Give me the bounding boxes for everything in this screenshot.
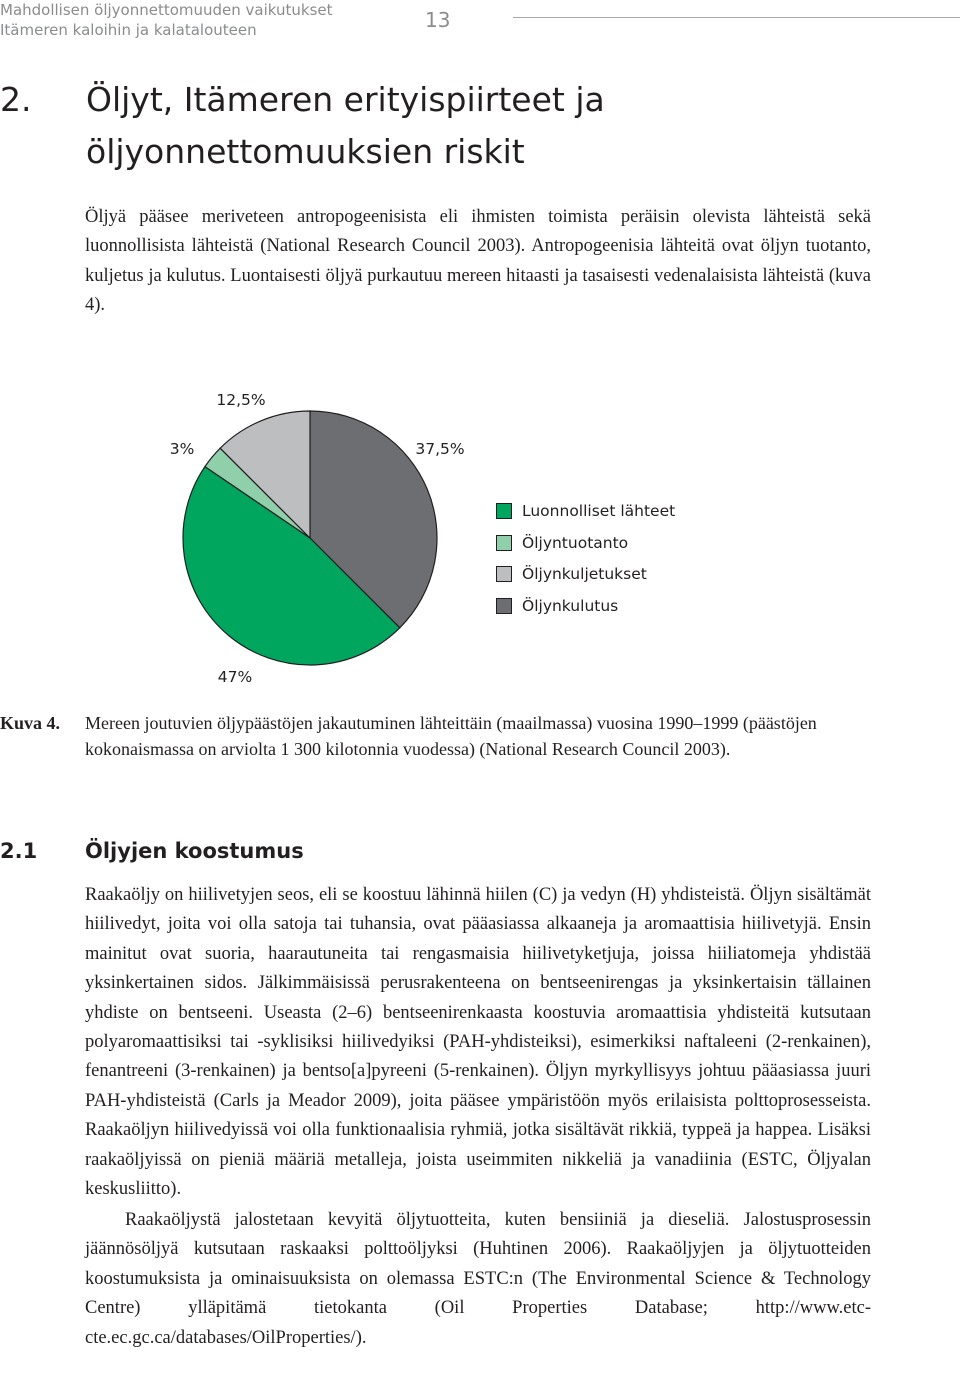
- page-number: 13: [425, 8, 451, 32]
- header-rule: [513, 17, 960, 18]
- legend-item-1: [496, 527, 675, 559]
- running-header: [0, 0, 333, 40]
- section-title: Öljyjen koostumus: [85, 839, 304, 863]
- section-paragraph-1: Raakaöljy on hiilivetyjen seos, eli se koostuu lähinnä hiilen (C) ja vedyn (H) yhdisteistä. Öljyn sisältämät hiilivedyt, joita voi olla satoja tai tuhansia, ovat pääasiassa alkaaneja ja aromaattisia hiilivetyjä. Ensin mainitut ovat suoria, haarautuneita tai rengasmaisia hiilivetyketjuja, joissa hiiliatomeja yhdistää yksinkertainen sidos. Jälkimmäisissä perusrakenteena on bentseenirengas ja yksinkertaisin tällainen yhdiste on bentseeni. Useasta (2–6) bentseenirenkaasta koostuvia aromaattisia yhdisteitä kutsutaan polyaromaattisiksi tai -syklisiksi hiilivedyiksi (PAH-yhdisteiksi), esimerkiksi naftaleeni (2-renkainen), fenantreeni (3-renkainen) ja bentso[a]pyreeni (5-renkainen). Öljyn myrkyllisyys johtuu pääasiassa juuri PAH-yhdisteistä (Carls ja Meador 2009), joita pääsee ympäristöön myös erilaisista polttoprosesseista. Raakaöljyn hiilivedyissä voi olla funktionaalisia ryhmiä, jotka sisältävät rikkiä, typpeä ja happea. Lisäksi raakaöljyissä on pieniä määriä metalleja, joista useimmiten nikkeliä ja vanadiinia (ESTC, Öljyalan keskusliitto).: [85, 885, 871, 1200]
- pie-chart-figure: [0, 380, 960, 700]
- pie-label-0: 37,5%: [415, 440, 465, 458]
- chapter-title-text: [86, 74, 706, 178]
- figure-caption-text: Mereen joutuvien öljypäästöjen jakautuminen lähteittäin (maailmassa) vuosina 1990–1999 (päästöjen kokonaismassa on arviolta 1 300 kilotonnia vuodessa) (National Research Council 2003).: [85, 713, 817, 759]
- pie-label-1: 47%: [217, 668, 253, 686]
- legend-item-3: [496, 590, 675, 622]
- running-header-line2: Itämeren kaloihin ja kalatalouteen: [0, 21, 257, 39]
- legend-swatch: [496, 598, 512, 614]
- pie-label-3: 12,5%: [216, 391, 266, 409]
- legend-swatch: [496, 566, 512, 582]
- section-number: 2.1: [0, 839, 38, 863]
- legend-item-0: [496, 495, 675, 527]
- pie-label-2: 3%: [169, 440, 195, 458]
- legend-swatch: [496, 535, 512, 551]
- chapter-title-line2: öljyonnettomuuksien riskit: [86, 132, 525, 171]
- legend-label: Luonnolliset lähteet: [522, 501, 676, 520]
- chart-legend: [496, 495, 675, 622]
- chapter-title-line1: Öljyt, Itämeren erityispiirteet ja: [86, 80, 605, 119]
- intro-paragraph: Öljyä pääsee meriveteen antropogeenisista eli ihmisten toimista peräisin olevista lähteistä sekä luonnollisista lähteistä (National Research Council 2003). Antropogeenisia lähteitä ovat öljyn tuotanto, kuljetus ja kulutus. Luontaisesti öljyä purkautuu mereen hitaasti ja tasaisesti vedenalaisista lähteistä (kuva 4).: [85, 207, 871, 316]
- running-header-line1: Mahdollisen öljyonnettomuuden vaikutukset: [0, 1, 333, 19]
- pie-chart: [0, 380, 960, 700]
- figure-caption-label: Kuva 4.: [0, 713, 61, 733]
- legend-label: Öljynkulutus: [522, 596, 619, 615]
- legend-label: Öljyntuotanto: [522, 533, 629, 552]
- chapter-number: 2.: [0, 80, 32, 119]
- legend-swatch: [496, 503, 512, 519]
- legend-item-2: [496, 558, 675, 590]
- section-paragraph-2: Raakaöljystä jalostetaan kevyitä öljytuotteita, kuten bensiiniä ja dieseliä. Jalostusprosessin jäännösöljyä kutsutaan raskaaksi polttoöljyksi (Huhtinen 2006). Raakaöljyjen ja öljytuotteiden koostumuksista ja ominaisuuksista on olemassa ESTC:n (The Environmental Science & Technology Centre) ylläpitämä tietokanta (Oil Properties Database; http://www.etc-cte.ec.gc.ca/databases/OilProperties/).: [85, 1210, 871, 1348]
- legend-label: Öljynkuljetukset: [522, 565, 647, 584]
